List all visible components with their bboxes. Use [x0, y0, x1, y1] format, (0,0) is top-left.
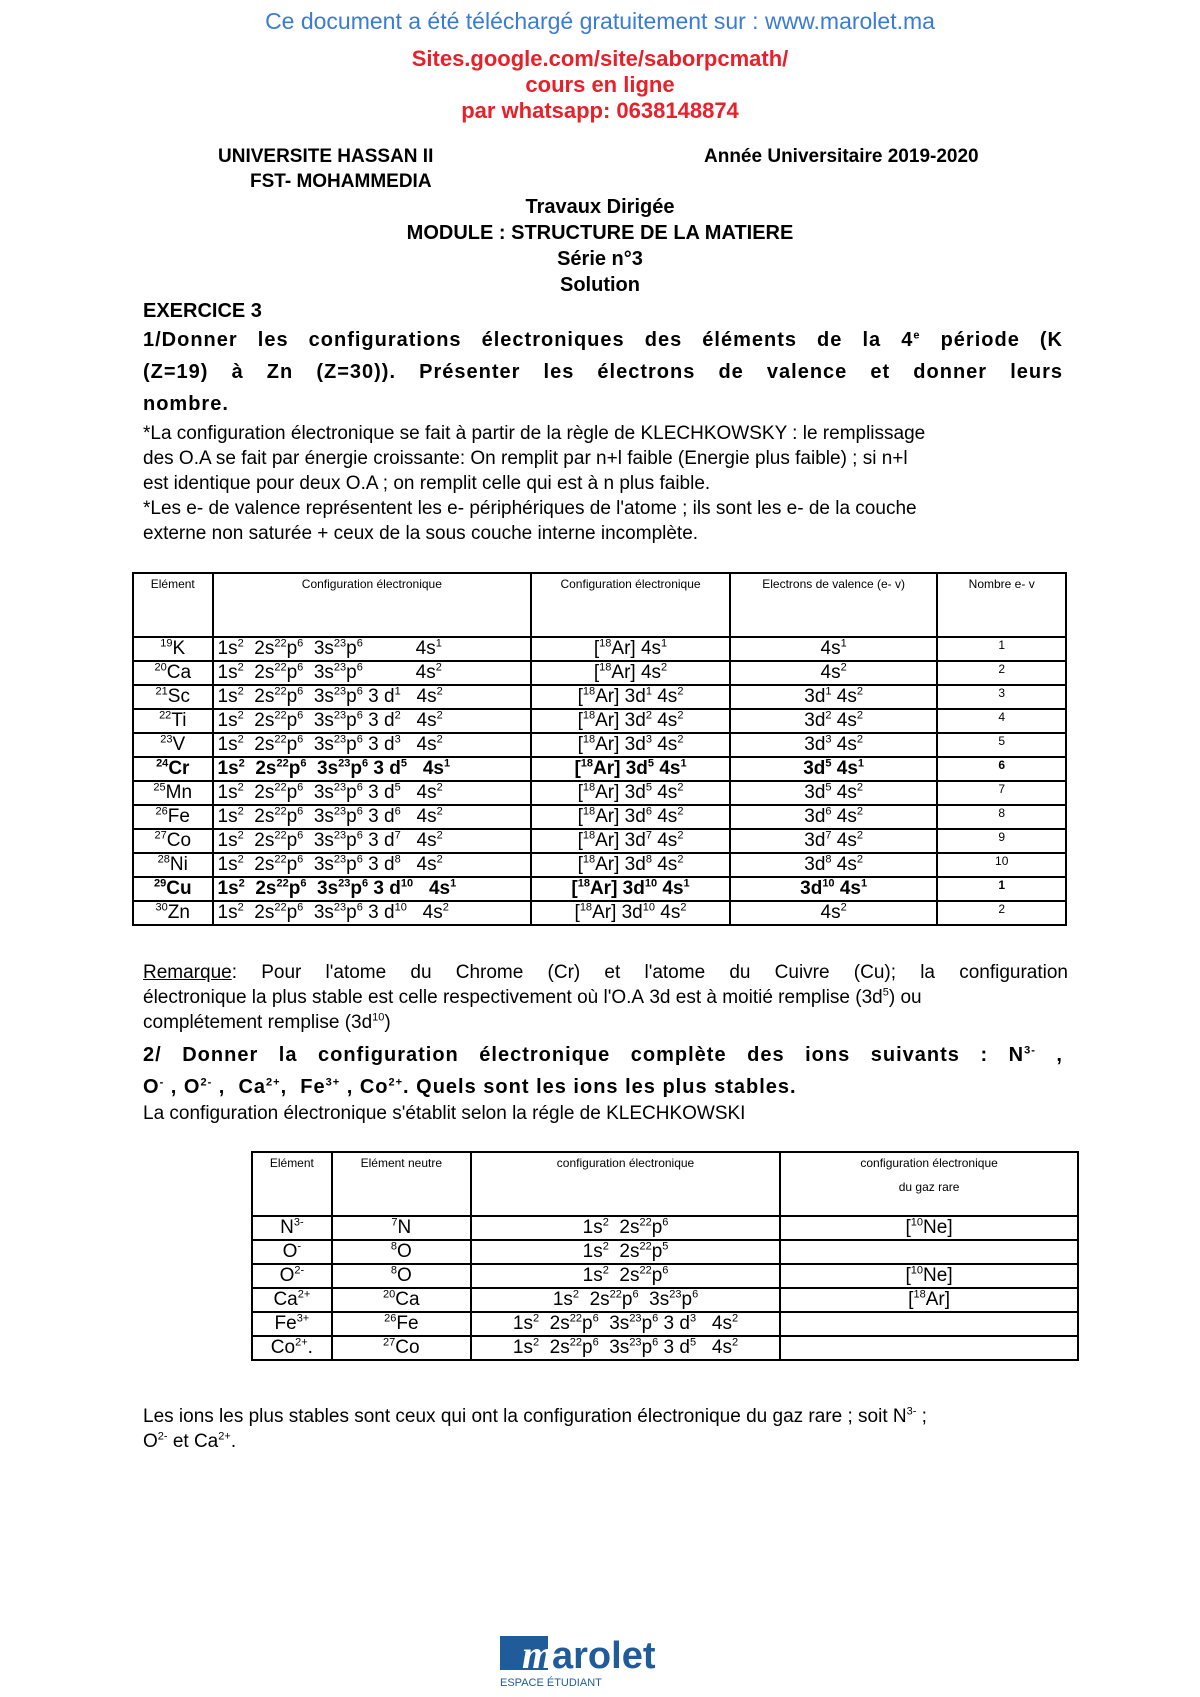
serie-title: Série n°3	[557, 248, 643, 270]
element-cell: $^{26}$Fe	[133, 805, 213, 829]
config-cell: $1s^2$ $2s^{22}p^6$ $3s^{23}p^6$ 3 $d^5$ $4s^2$	[471, 1336, 780, 1360]
ion-cell: $Fe^{3+}$	[252, 1312, 332, 1336]
element-cell: $^{20}$Ca	[133, 661, 213, 685]
neutral-element-cell: $^{26}$Fe	[332, 1312, 471, 1336]
exercise-title: EXERCICE 3	[143, 300, 262, 322]
col-header: Electrons de valence (e- v)	[730, 573, 938, 637]
download-banner: Ce document a été téléchargé gratuitement sur : www.marolet.ma	[265, 8, 935, 34]
conclusion-line: $O^{2-}$ et $Ca^{2+}$.	[143, 1430, 237, 1452]
full-config-cell: $1s^2$ $2s^{22}p^6$ $3s^{23}p^6$ $4s^2$	[213, 661, 532, 685]
question-1-line3: nombre.	[143, 393, 229, 415]
valence-cell: $3d^5$ $4s^2$	[730, 781, 938, 805]
question-2	[143, 1039, 1063, 1103]
remark-line: complétement remplise $(3d^{10})$	[143, 1011, 391, 1033]
table-row	[252, 1288, 1078, 1312]
table-row	[252, 1264, 1078, 1288]
valence-cell: $3d^6$ $4s^2$	[730, 805, 938, 829]
noble-gas-cell: [$^{10}$Ne]	[780, 1264, 1078, 1288]
valence-count-cell: 5	[937, 733, 1066, 757]
ion-table	[251, 1151, 1079, 1361]
short-config-cell: [$^{18}$Ar] $3d^2$ $4s^2$	[531, 709, 730, 733]
full-config-cell: $1s^2$ $2s^{22}p^6$ $3s^{23}p^6$ 3 $d^1$ $4s^2$	[213, 685, 532, 709]
short-config-cell: [$^{18}$Ar] $4s^2$	[531, 661, 730, 685]
valence-count-cell: 2	[937, 901, 1066, 925]
remark-label: Remarque	[143, 962, 232, 983]
full-config-cell: $1s^2$ $2s^{22}p^6$ $3s^{23}p^6$ 3 $d^7$ $4s^2$	[213, 829, 532, 853]
col-header-line: du gaz rare	[898, 1180, 960, 1194]
table-row	[133, 805, 1066, 829]
element-cell: $^{24}$Cr	[133, 757, 213, 781]
university-name: UNIVERSITE HASSAN II	[218, 146, 434, 167]
q2-intro: La configuration électronique s'établit selon la régle de KLECHKOWSKI	[143, 1103, 746, 1124]
whatsapp-line: par whatsapp: 0638148874	[461, 98, 739, 123]
col-header	[780, 1152, 1078, 1216]
valence-cell: $3d^3$ $4s^2$	[730, 733, 938, 757]
valence-cell: $3d^8$ $4s^2$	[730, 853, 938, 877]
ion-cell: O-	[252, 1240, 332, 1264]
logo-subtitle: ESPACE ÉTUDIANT	[500, 1677, 602, 1689]
configuration-table	[132, 572, 1067, 926]
table-row	[133, 853, 1066, 877]
logo-text: arolet	[552, 1635, 656, 1677]
conclusion	[143, 1404, 1073, 1454]
neutral-element-cell: $^7$N	[332, 1216, 471, 1240]
intro-line: des O.A se fait par énergie croissante: On remplit par n+l faible (Energie plus faible) ; si n+l	[143, 448, 908, 469]
element-cell: $^{29}$Cu	[133, 877, 213, 901]
valence-count-cell: 2	[937, 661, 1066, 685]
table-row	[133, 901, 1066, 925]
noble-gas-cell: [$^{10}$Ne]	[780, 1216, 1078, 1240]
neutral-element-cell: $^8$O	[332, 1240, 471, 1264]
question-1-line1: 1/Donner les configurations électroniques des éléments de la 4e période (K	[143, 329, 1063, 351]
short-config-cell: [$^{18}$Ar] $3d^5$ $4s^2$	[531, 781, 730, 805]
neutral-element-cell: $^{27}$Co	[332, 1336, 471, 1360]
course-line: cours en ligne	[525, 72, 675, 97]
table-row	[133, 877, 1066, 901]
short-config-cell: [$^{18}$Ar] $3d^7$ $4s^2$	[531, 829, 730, 853]
element-cell: $^{25}$Mn	[133, 781, 213, 805]
logo-m: m	[522, 1632, 554, 1677]
valence-count-cell: 8	[937, 805, 1066, 829]
full-config-cell: $1s^2$ $2s^{22}p^6$ $3s^{23}p^6$ 3 $d^2$ $4s^2$	[213, 709, 532, 733]
remark	[143, 960, 1068, 1035]
valence-cell: $4s^1$	[730, 637, 938, 661]
table-row	[133, 709, 1066, 733]
table-row	[133, 637, 1066, 661]
element-cell: $^{19}$K	[133, 637, 213, 661]
intro-line: *Les e- de valence représentent les e- périphériques de l'atome ; ils sont les e- de la couche	[143, 498, 917, 519]
question-2-line2: O- , $O^{2-}$ , $Ca^{2+}$, $Fe^{3+}$ , $Co^{2+}$. Quels sont les ions les plus stables.	[143, 1076, 797, 1098]
col-header: configuration électronique	[471, 1152, 780, 1216]
neutral-element-cell: $^8$O	[332, 1264, 471, 1288]
element-cell: $^{27}$Co	[133, 829, 213, 853]
element-cell: $^{22}$Ti	[133, 709, 213, 733]
question-1-line2: (Z=19) à Zn (Z=30)). Présenter les électrons de valence et donner leurs	[143, 361, 1063, 383]
ion-cell: $O^{2-}$	[252, 1264, 332, 1288]
valence-count-cell: 10	[937, 853, 1066, 877]
table-row	[133, 757, 1066, 781]
question-2-line1: 2/ Donner la configuration électronique complète des ions suivants : $N^{3-}$ ,	[143, 1044, 1063, 1066]
table-row	[133, 829, 1066, 853]
ion-cell: $Ca^{2+}$	[252, 1288, 332, 1312]
table-row	[252, 1336, 1078, 1360]
short-config-cell: [$^{18}$Ar] $3d^3$ $4s^2$	[531, 733, 730, 757]
noble-gas-cell	[780, 1312, 1078, 1336]
academic-year: Année Universitaire 2019-2020	[704, 146, 979, 167]
ion-cell: $Co^{2+}$.	[252, 1336, 332, 1360]
valence-cell: $3d^{10}$ $4s^1$	[730, 877, 938, 901]
col-header-line: configuration électronique	[860, 1156, 998, 1170]
full-config-cell: $1s^2$ $2s^{22}p^6$ $3s^{23}p^6$ 3 $d^5$ $4s^2$	[213, 781, 532, 805]
full-config-cell: $1s^2$ $2s^{22}p^6$ $3s^{23}p^6$ 3 $d^5$ $4s^1$	[213, 757, 532, 781]
valence-cell: $3d^1$ $4s^2$	[730, 685, 938, 709]
full-config-cell: $1s^2$ $2s^{22}p^6$ $3s^{23}p^6$ 3 $d^6$ $4s^2$	[213, 805, 532, 829]
config-cell: $1s^2$ $2s^{22}p^6$ $3s^{23}p^6$	[471, 1288, 780, 1312]
valence-cell: $3d^5$ $4s^1$	[730, 757, 938, 781]
td-title: Travaux Dirigée	[525, 196, 675, 218]
table-row	[133, 661, 1066, 685]
config-cell: $1s^2$ $2s^{22}p^5$	[471, 1240, 780, 1264]
element-cell: $^{30}$Zn	[133, 901, 213, 925]
valence-count-cell: 1	[937, 877, 1066, 901]
valence-count-cell: 4	[937, 709, 1066, 733]
remark-line: électronique la plus stable est celle respectivement où l'O.A 3d est à moitié remplise $(3d^5)$ ou	[143, 986, 922, 1008]
col-header: Configuration électronique	[531, 573, 730, 637]
short-config-cell: [$^{18}$Ar] $3d^6$ $4s^2$	[531, 805, 730, 829]
marolet-logo	[500, 1630, 740, 1690]
col-header: Nombre e- v	[937, 573, 1066, 637]
full-config-cell: $1s^2$ $2s^{22}p^6$ $3s^{23}p^6$ 3 $d^8$ $4s^2$	[213, 853, 532, 877]
intro-paragraph	[143, 421, 1073, 546]
full-config-cell: $1s^2$ $2s^{22}p^6$ $3s^{23}p^6$ 3 $d^3$ $4s^2$	[213, 733, 532, 757]
solution-title: Solution	[560, 274, 640, 296]
valence-count-cell: 9	[937, 829, 1066, 853]
config-cell: $1s^2$ $2s^{22}p^6$ $3s^{23}p^6$ 3 $d^3$ $4s^2$	[471, 1312, 780, 1336]
table-row	[133, 733, 1066, 757]
element-cell: $^{23}$V	[133, 733, 213, 757]
valence-cell: $4s^2$	[730, 901, 938, 925]
short-config-cell: [$^{18}$Ar] $3d^{10}$ $4s^1$	[531, 877, 730, 901]
ion-cell: $N^{3-}$	[252, 1216, 332, 1240]
col-header: Configuration électronique	[213, 573, 532, 637]
valence-cell: $4s^2$	[730, 661, 938, 685]
short-config-cell: [$^{18}$Ar] $3d^8$ $4s^2$	[531, 853, 730, 877]
valence-cell: $3d^7$ $4s^2$	[730, 829, 938, 853]
table-row	[133, 781, 1066, 805]
col-header: Elément	[133, 573, 213, 637]
intro-line: est identique pour deux O.A ; on remplit celle qui est à n plus faible.	[143, 473, 711, 494]
table-row	[252, 1216, 1078, 1240]
intro-line: *La configuration électronique se fait à partir de la règle de KLECHKOWSKY : le remplissage	[143, 423, 926, 444]
remark-line: : Pour l'atome du Chrome (Cr) et l'atome du Cuivre (Cu); la configuration	[231, 962, 1068, 983]
valence-count-cell: 3	[937, 685, 1066, 709]
col-header: Elément	[252, 1152, 332, 1216]
site-link[interactable]: Sites.google.com/site/saborpcmath/	[411, 46, 789, 71]
faculty-name: FST- MOHAMMEDIA	[250, 171, 432, 192]
noble-gas-cell	[780, 1240, 1078, 1264]
valence-count-cell: 1	[937, 637, 1066, 661]
config-cell: $1s^2$ $2s^{22}p^6$	[471, 1264, 780, 1288]
module-title: MODULE : STRUCTURE DE LA MATIERE	[406, 222, 794, 244]
valence-cell: $3d^2$ $4s^2$	[730, 709, 938, 733]
short-config-cell: [$^{18}$Ar] $3d^1$ $4s^2$	[531, 685, 730, 709]
config-cell: $1s^2$ $2s^{22}p^6$	[471, 1216, 780, 1240]
noble-gas-cell	[780, 1336, 1078, 1360]
table-row	[133, 685, 1066, 709]
full-config-cell: $1s^2$ $2s^{22}p^6$ $3s^{23}p^6$ 3 $d^{10}$ $4s^2$	[213, 901, 532, 925]
short-config-cell: [$^{18}$Ar] $3d^{10}$ $4s^2$	[531, 901, 730, 925]
neutral-element-cell: $^{20}$Ca	[332, 1288, 471, 1312]
conclusion-line: Les ions les plus stables sont ceux qui ont la configuration électronique du gaz rare ; soit $N^{3-}$ ;	[143, 1405, 927, 1427]
noble-gas-cell: [$^{18}$Ar]	[780, 1288, 1078, 1312]
col-header: Elément neutre	[332, 1152, 471, 1216]
table-row	[252, 1312, 1078, 1336]
element-cell: $^{28}$Ni	[133, 853, 213, 877]
short-config-cell: [$^{18}$Ar] $3d^5$ $4s^1$	[531, 757, 730, 781]
intro-line: externe non saturée + ceux de la sous couche interne incomplète.	[143, 523, 699, 544]
valence-count-cell: 6	[937, 757, 1066, 781]
table-row	[252, 1240, 1078, 1264]
full-config-cell: $1s^2$ $2s^{22}p^6$ $3s^{23}p^6$ 3 $d^{10}$ $4s^1$	[213, 877, 532, 901]
short-config-cell: [$^{18}$Ar] $4s^1$	[531, 637, 730, 661]
element-cell: $^{21}$Sc	[133, 685, 213, 709]
full-config-cell: $1s^2$ $2s^{22}p^6$ $3s^{23}p^6$ $4s^1$	[213, 637, 532, 661]
valence-count-cell: 7	[937, 781, 1066, 805]
question-1	[143, 324, 1063, 420]
